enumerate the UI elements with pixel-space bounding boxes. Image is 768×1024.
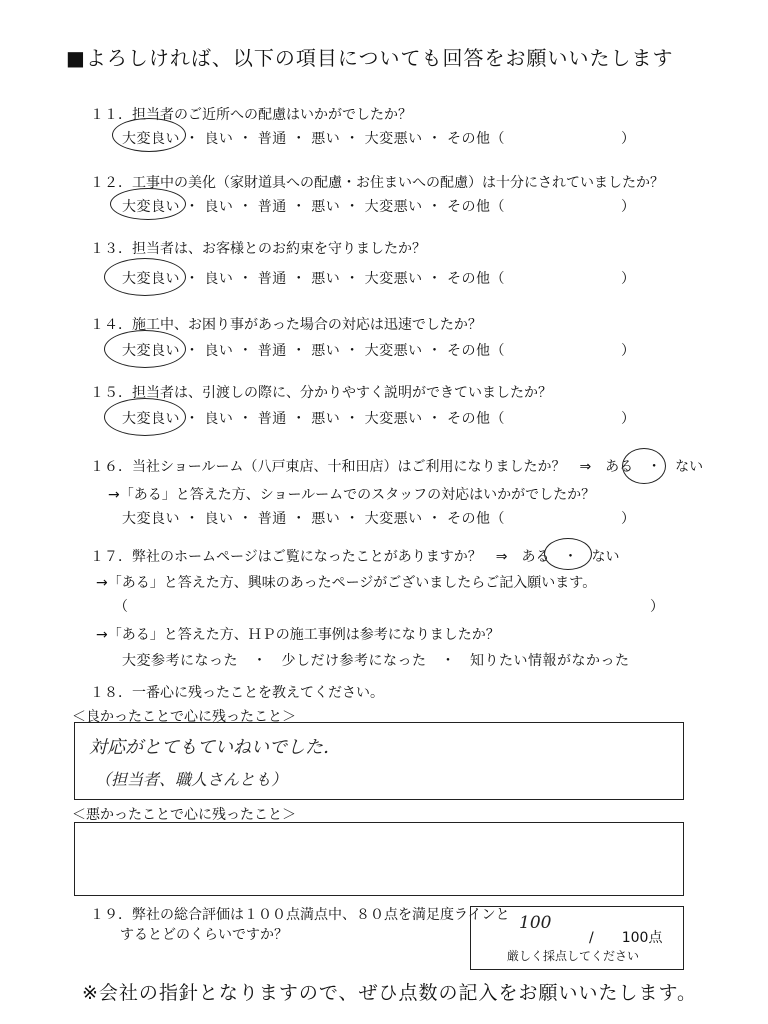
score-max: / 100点 [589, 930, 663, 946]
question-17: １７．弊社のホームページはご覧になったことがありますか？ ⇒ ある ・ ない [90, 549, 620, 565]
question-18: １８．一番心に残ったことを教えてください。 [90, 685, 384, 701]
answer-circle-14 [104, 330, 186, 368]
score-box[interactable] [470, 906, 684, 970]
good-answer-line1: 対応がとてもていねいでした． [89, 737, 341, 758]
question-16-options: 大変良い ・ 良い ・ 普通 ・ 悪い ・ 大変悪い ・ その他（ ） [122, 511, 636, 527]
good-label: ＜良かったことで心に残ったこと＞ [72, 709, 296, 725]
question-17-options: 大変参考になった ・ 少しだけ参考になった ・ 知りたい情報がなかった [122, 653, 630, 669]
paren-open: （ [114, 599, 128, 615]
bad-answer-box[interactable] [74, 822, 684, 896]
question-11: １１．担当者のご近所への配慮はいかがでしたか？ [90, 107, 412, 123]
answer-circle-12 [110, 188, 186, 220]
question-19-line2: するとどのくらいですか？ [120, 927, 288, 943]
answer-circle-11 [112, 118, 186, 152]
score-value: 100 [519, 913, 552, 933]
question-12: １２．工事中の美化（家財道具への配慮・お住まいへの配慮）は十分にされていましたか？ [90, 175, 664, 191]
answer-circle-17 [544, 538, 592, 570]
answer-circle-16 [622, 448, 666, 484]
footer-note: ※会社の指針となりますので、ぜひ点数の記入をお願いいたします。 [82, 982, 698, 1004]
question-12-options: 大変良い ・ 良い ・ 普通 ・ 悪い ・ 大変悪い ・ その他（ ） [122, 199, 636, 215]
question-11-options: 大変良い ・ 良い ・ 普通 ・ 悪い ・ 大変悪い ・ その他（ ） [122, 131, 636, 147]
answer-circle-13 [104, 258, 186, 296]
bad-label: ＜悪かったことで心に残ったこと＞ [72, 807, 296, 823]
question-16: １６．当社ショールーム（八戸東店、十和田店）はご利用になりましたか？ ⇒ ある ・ ない [90, 459, 704, 475]
question-17-sub2: →「ある」と答えた方、ＨＰの施工事例は参考になりましたか？ [96, 627, 500, 643]
question-15-options: 大変良い ・ 良い ・ 普通 ・ 悪い ・ 大変悪い ・ その他（ ） [122, 411, 636, 427]
question-16-sub: →「ある」と答えた方、ショールームでのスタッフの対応はいかがでしたか？ [108, 487, 596, 503]
question-13: １３．担当者は、お客様とのお約束を守りましたか？ [90, 241, 426, 257]
good-answer-box[interactable] [74, 722, 684, 800]
paren-close: ） [650, 599, 664, 615]
page-title: ■よろしければ、以下の項目についても回答をお願いいたします [66, 46, 674, 70]
question-14-options: 大変良い ・ 良い ・ 普通 ・ 悪い ・ 大変悪い ・ その他（ ） [122, 343, 636, 359]
good-answer-line2: （担当者、職人さんとも） [95, 770, 288, 789]
question-14: １４．施工中、お困り事があった場合の対応は迅速でしたか？ [90, 317, 482, 333]
question-19-line1: １９．弊社の総合評価は１００点満点中、８０点を満足度ラインと [90, 907, 510, 923]
score-note: 厳しく採点してください [507, 949, 640, 963]
question-17-sub1: →「ある」と答えた方、興味のあったページがございましたらご記入願います。 [96, 575, 597, 591]
question-13-options: 大変良い ・ 良い ・ 普通 ・ 悪い ・ 大変悪い ・ その他（ ） [122, 271, 636, 287]
answer-circle-15 [104, 398, 186, 436]
question-15: １５．担当者は、引渡しの際に、分かりやすく説明ができていましたか？ [90, 385, 552, 401]
